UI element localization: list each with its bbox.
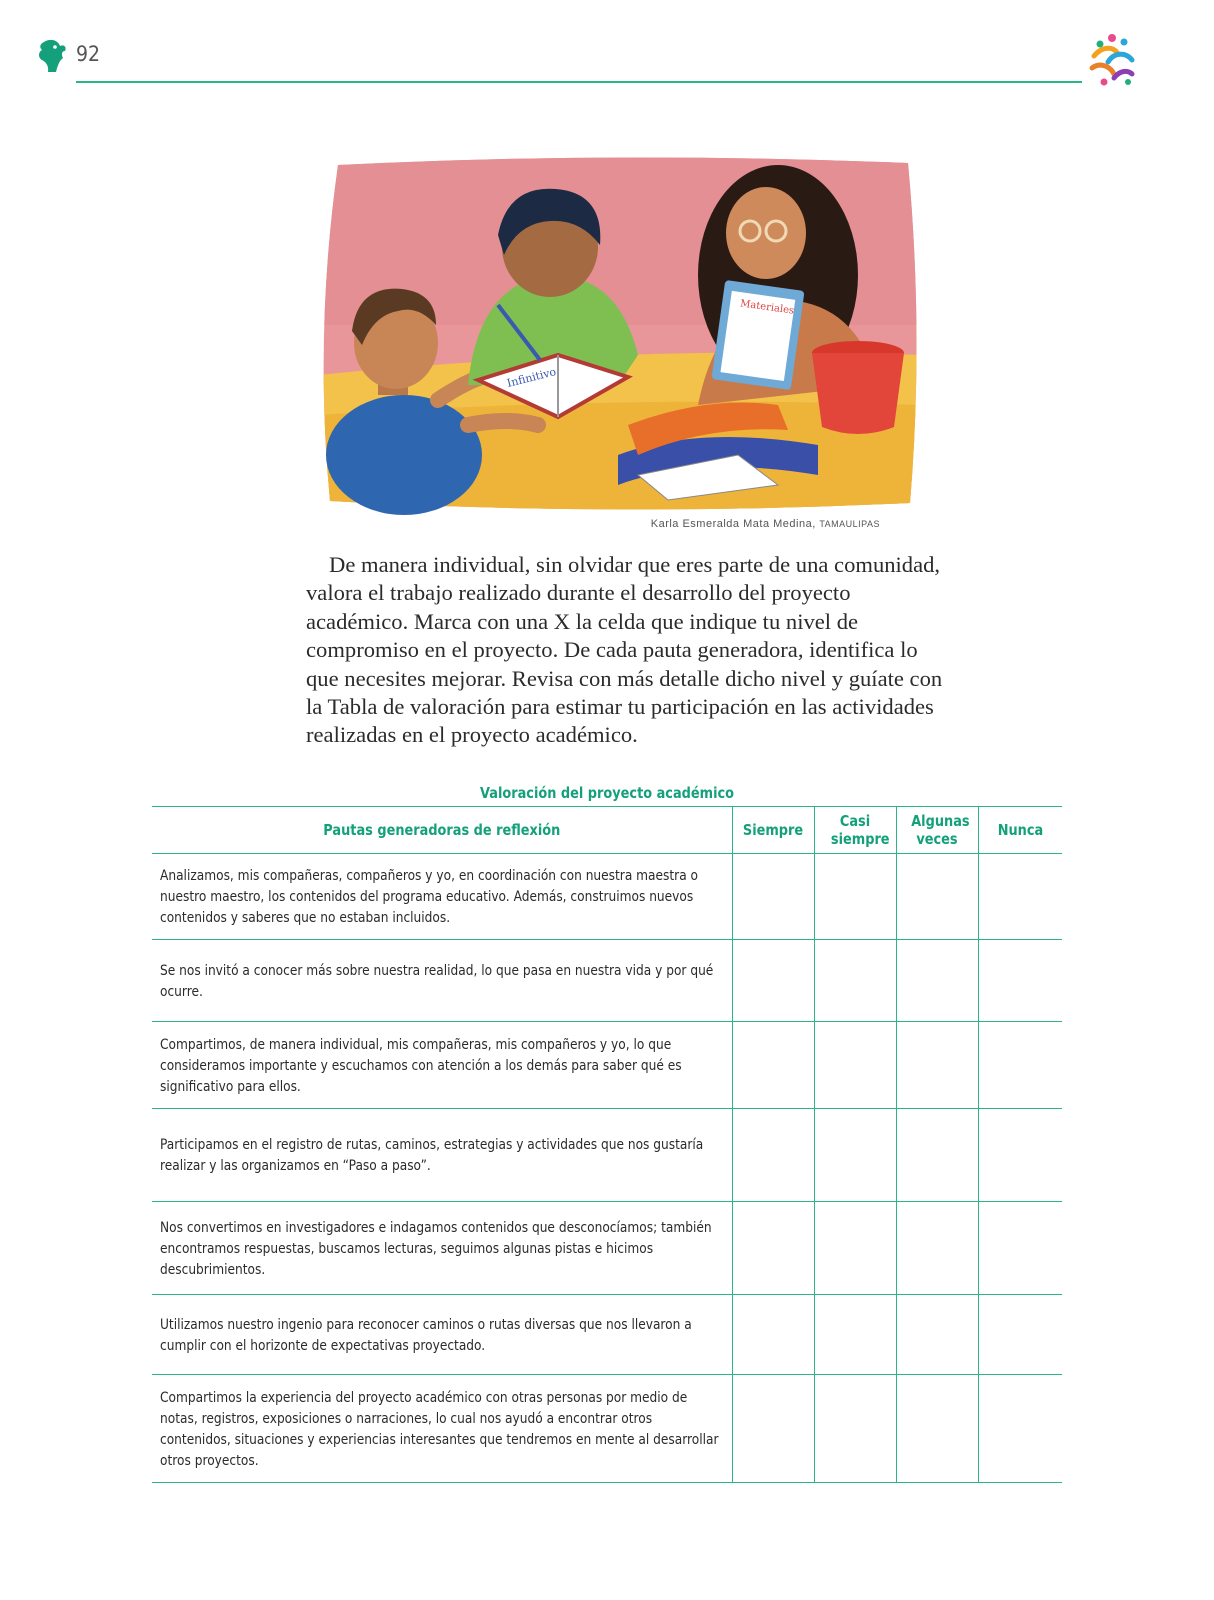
cell-algunas-veces[interactable]: [896, 1295, 978, 1375]
header-nunca: Nunca: [978, 807, 1062, 854]
credit-state: TAMAULIPAS: [819, 519, 880, 529]
table-row: [152, 854, 1062, 940]
pauta-text: Utilizamos nuestro ingenio para reconocer caminos o rutas diversas que nos llevaron a cumplir con el horizonte de expectativas proyectado.: [152, 1295, 732, 1375]
table-title: Valoración del proyecto académico: [479, 784, 735, 802]
table-row: [152, 1295, 1062, 1375]
cell-nunca[interactable]: [978, 940, 1062, 1022]
header-rule: [76, 81, 1082, 83]
table-row: [152, 1202, 1062, 1295]
pauta-text: Analizamos, mis compañeras, compañeros y yo, en coordinación con nuestra maestra o nuestro maestro, los contenidos del programa educativo. Además, construimos nuevos contenidos y saberes que no estaban incluidos.: [152, 854, 732, 940]
header-casi-siempre: Casi siempre: [814, 807, 896, 854]
valoracion-table: [152, 806, 1062, 1483]
cell-algunas-veces[interactable]: [896, 1375, 978, 1483]
cell-nunca[interactable]: [978, 1022, 1062, 1109]
pauta-text: Compartimos la experiencia del proyecto académico con otras personas por medio de notas, registros, exposiciones o narraciones, lo cual nos ayudó a encontrar otros contenidos, situaciones y experiencias interesantes que tendremos en mente al desarrollar otros proyectos.: [152, 1375, 732, 1483]
cell-algunas-veces[interactable]: [896, 854, 978, 940]
cell-casi-siempre[interactable]: [814, 1109, 896, 1202]
pauta-text: Participamos en el registro de rutas, caminos, estrategias y actividades que nos gustaría realizar y las organizamos en “Paso a paso”.: [152, 1109, 732, 1202]
cell-siempre[interactable]: [732, 1202, 814, 1295]
credit-name: Karla Esmeralda Mata Medina,: [650, 518, 816, 530]
cell-casi-siempre[interactable]: [814, 1202, 896, 1295]
cell-nunca[interactable]: [978, 1295, 1062, 1375]
cell-siempre[interactable]: [732, 1022, 814, 1109]
cell-algunas-veces[interactable]: [896, 940, 978, 1022]
cell-nunca[interactable]: [978, 1109, 1062, 1202]
students-working-illustration: [318, 155, 922, 515]
pauta-text: Compartimos, de manera individual, mis compañeras, mis compañeros y yo, lo que consideramos importante y escuchamos con atención a los demás para saber qué es significativo para ellos.: [152, 1022, 732, 1109]
eagle-logo-icon: [36, 38, 68, 74]
clipboard: [711, 280, 804, 390]
cell-casi-siempre[interactable]: [814, 1022, 896, 1109]
cell-casi-siempre[interactable]: [814, 1375, 896, 1483]
cell-nunca[interactable]: [978, 854, 1062, 940]
cell-casi-siempre[interactable]: [814, 1295, 896, 1375]
cell-casi-siempre[interactable]: [814, 854, 896, 940]
cell-siempre[interactable]: [732, 854, 814, 940]
red-bucket: [812, 341, 904, 434]
cell-algunas-veces[interactable]: [896, 1202, 978, 1295]
illustration-credit: [560, 518, 880, 530]
svg-text:Infinitivo: Infinitivo: [505, 365, 558, 390]
table-row: [152, 1375, 1062, 1483]
header-pautas: Pautas generadoras de reflexión: [152, 807, 732, 854]
pauta-text: Nos convertimos en investigadores e indagamos contenidos que desconocíamos; también encontramos respuestas, buscamos lecturas, seguimos algunas pistas e hicimos descubrimientos.: [152, 1202, 732, 1295]
page-header: [0, 0, 1214, 90]
table-row: [152, 1109, 1062, 1202]
instructions-paragraph: De manera individual, sin olvidar que eres parte de una comunidad, valora el trabajo realizado durante el desarrollo del proyecto académico. Marca con una X la celda que indique tu nivel de compromiso en el proyecto. De cada pauta generadora, identifica lo que necesites mejorar. Revisa con más detalle dicho nivel y guíate con la Tabla de valoración para estimar tu participación en las actividades realizadas en el proyecto académico.: [306, 552, 943, 748]
cell-algunas-veces[interactable]: [896, 1109, 978, 1202]
table-row: [152, 940, 1062, 1022]
cell-siempre[interactable]: [732, 1375, 814, 1483]
cell-nunca[interactable]: [978, 1202, 1062, 1295]
svg-text:Materiales: Materiales: [739, 298, 795, 317]
cell-casi-siempre[interactable]: [814, 940, 896, 1022]
header-siempre: Siempre: [732, 807, 814, 854]
pauta-text: Se nos invitó a conocer más sobre nuestra realidad, lo que pasa en nuestra vida y por qué ocurre.: [152, 940, 732, 1022]
cell-nunca[interactable]: [978, 1375, 1062, 1483]
table-header-row: [152, 807, 1062, 854]
table-row: [152, 1022, 1062, 1109]
cell-siempre[interactable]: [732, 1295, 814, 1375]
page-number: 92: [76, 42, 101, 66]
cell-algunas-veces[interactable]: [896, 1022, 978, 1109]
header-algunas-veces: Algunas veces: [896, 807, 978, 854]
community-dots-logo-icon: [1084, 32, 1140, 88]
cell-siempre[interactable]: [732, 1109, 814, 1202]
cell-siempre[interactable]: [732, 940, 814, 1022]
